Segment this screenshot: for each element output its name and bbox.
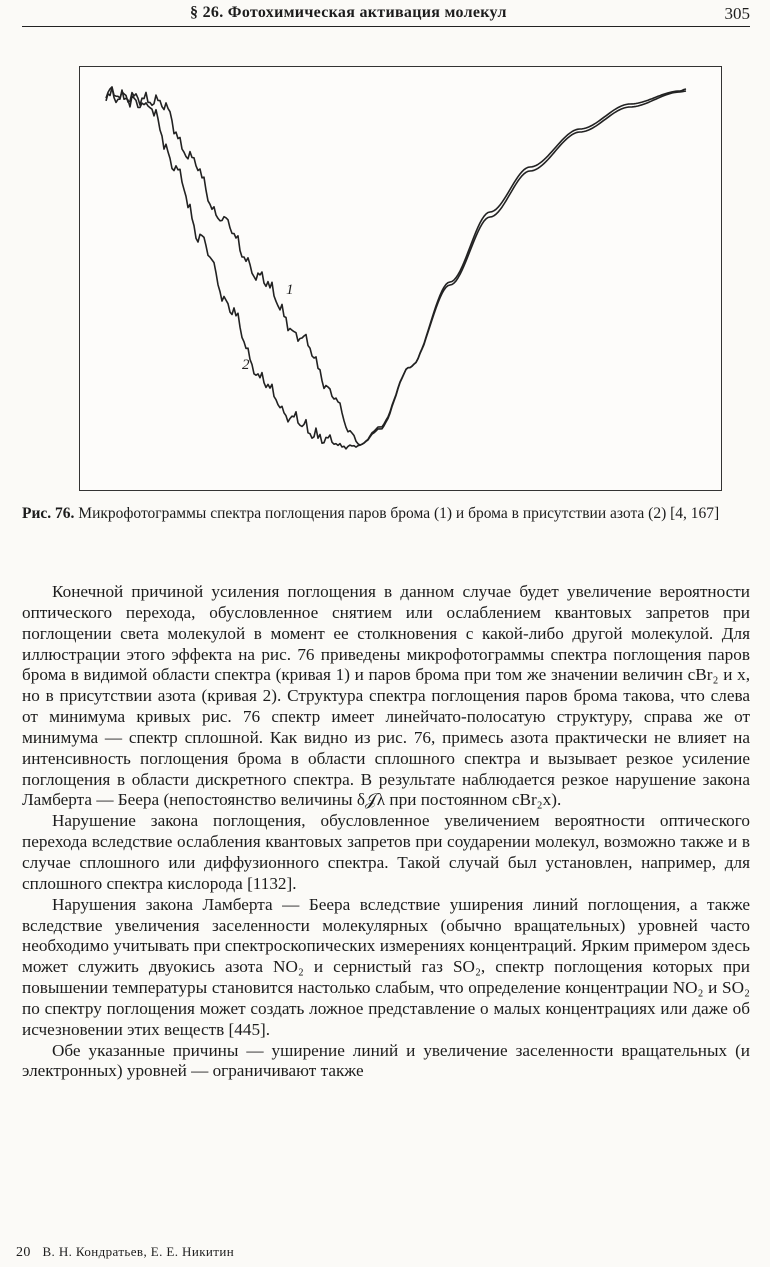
signature-mark: 20	[16, 1245, 31, 1260]
body-text	[22, 582, 750, 1082]
header-rule	[22, 26, 750, 27]
curve-1-bromine	[106, 87, 686, 445]
caption-label: Рис. 76.	[22, 505, 75, 522]
microphotogram-plot	[80, 67, 723, 492]
curve-1-label: 1	[286, 282, 294, 298]
figure-microphotogram	[79, 66, 722, 491]
caption-text: Микрофотограммы спектра поглощения паров брома (1) и брома в присутствии азота (2) [4, 167]	[78, 505, 720, 522]
footer-authors: В. Н. Кондратьев, Е. Е. Никитин	[42, 1244, 235, 1259]
section-title: § 26. Фотохимическая активация молекул	[190, 4, 507, 21]
paragraph: Обе указанные причины — уширение линий и увеличение заселенности вращательных (и электронных) уровней — ограничивают также	[22, 1040, 750, 1081]
page-footer	[16, 1244, 234, 1261]
paragraph: Нарушение закона поглощения, обусловленное увеличением вероятности оптического перехода вследствие ослабления квантовых запретов при соударении молекул, возможно также и в случае сплошного или диффузионного спектра. Такой случай был установлен, например, для сплошного спектра кислорода [1132].	[22, 811, 750, 893]
figure-caption	[22, 504, 750, 523]
page-number: 305	[724, 4, 750, 23]
paragraph: Нарушения закона Ламберта — Беера вследствие уширения линий поглощения, а также вследствие увеличения заселенности молекулярных (обычно вращательных) уровней часто необходимо учитывать при спектроскопических измерениях концентраций. Ярким примером здесь может служить двуокись азота NO₂ и сернистый газ SO₂, спектр поглощения которых при повышении температуры становится настолько слабым, что определение концентрации NO₂ и SO₂ по спектру поглощения может создать ложное представление о малых концентрациях или даже об исчезновении этих веществ [445].	[22, 894, 750, 1039]
running-header	[0, 0, 770, 30]
curve-2-label: 2	[242, 357, 250, 373]
curve-2-bromine-nitrogen	[106, 88, 686, 449]
paragraph: Конечной причиной усиления поглощения в данном случае будет увеличение вероятности оптического перехода, обусловленное снятием или ослаблением квантовых запретов при поглощении света молекулой в момент ее столкновения с какой-либо другой молекулой. Для иллюстрации этого эффекта на рис. 76 приведены микрофотограммы спектра поглощения паров брома в видимой области спектра (кривая 1) и паров брома при том же значении величин cBr₂ и x, но в присутствии азота (кривая 2). Структура спектра поглощения паров брома такова, что слева от минимума кривых рис. 76 спектр имеет линейчато-полосатую структуру, справа же от минимума — спектр сплошной. Как видно из рис. 76, примесь азота практически не влияет на интенсивность поглощения брома в области сплошного спектра и вызывает резкое усиление поглощения в области дискретного спектра. В результате наблюдается резкое нарушение закона Ламберта — Беера (непостоянство величины δ𝒥λ при постоянном cBr₂x).	[22, 582, 750, 810]
